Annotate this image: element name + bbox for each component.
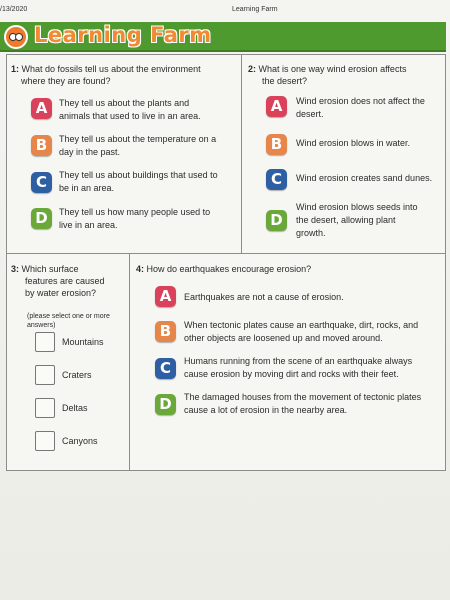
question-3-note bbox=[27, 312, 129, 330]
q4-answer-d-line-2: cause a lot of erosion in the nearby area. bbox=[184, 405, 348, 415]
q2-answer-d-badge[interactable]: D bbox=[266, 210, 287, 231]
checkbox-deltas-label[interactable]: Deltas bbox=[62, 403, 88, 413]
checkbox-craters-label[interactable]: Craters bbox=[62, 370, 92, 380]
q4-answer-b-badge[interactable]: B bbox=[155, 321, 176, 342]
q4-answer-c[interactable] bbox=[184, 355, 442, 381]
question-3-prompt bbox=[11, 263, 129, 299]
q1-answer-d-badge[interactable]: D bbox=[31, 208, 52, 229]
q4-answer-b-line-1: When tectonic plates cause an earthquake, dirt, rocks, and bbox=[184, 320, 419, 330]
q2-answer-c-badge[interactable]: C bbox=[266, 169, 287, 190]
learning-farm-banner bbox=[0, 22, 446, 52]
print-title: Learning Farm bbox=[232, 6, 278, 13]
q4-answer-c-line-2: cause erosion by moving dirt and rocks with their feet. bbox=[184, 369, 399, 379]
q4-answer-d[interactable] bbox=[184, 391, 442, 417]
checkbox-canyons[interactable] bbox=[35, 431, 55, 451]
question-2-number: 2: bbox=[248, 64, 257, 74]
q2-answer-d[interactable] bbox=[296, 201, 444, 240]
question-2-prompt bbox=[248, 63, 443, 87]
q2-answer-b-line-1: Wind erosion blows in water. bbox=[296, 138, 411, 148]
question-1-text-line-1: What do fossils tell us about the environment bbox=[21, 64, 201, 74]
checkbox-canyons-label[interactable]: Canyons bbox=[62, 436, 98, 446]
question-3-note-line-1: (please select one or more bbox=[27, 313, 110, 320]
q2-answer-d-line-2: the desert, allowing plant bbox=[296, 215, 396, 225]
question-1-text-line-2: where they are found? bbox=[21, 76, 111, 86]
checkbox-craters[interactable] bbox=[35, 365, 55, 385]
q2-answer-c-line-1: Wind erosion creates sand dunes. bbox=[296, 173, 433, 183]
question-2-box bbox=[241, 54, 446, 254]
q4-answer-d-badge[interactable]: D bbox=[155, 394, 176, 415]
question-3-number: 3: bbox=[11, 264, 20, 274]
q1-answer-a[interactable] bbox=[59, 97, 239, 123]
q1-answer-a-line-2: animals that used to live in an area. bbox=[59, 111, 201, 121]
q4-answer-c-badge[interactable]: C bbox=[155, 358, 176, 379]
question-2-text-line-1: What is one way wind erosion affects bbox=[258, 64, 407, 74]
q1-answer-d-line-1: They tell us how many people used to bbox=[59, 207, 211, 217]
question-3-text-line-2: features are caused bbox=[25, 276, 105, 286]
q1-answer-d-line-2: live in an area. bbox=[59, 220, 118, 230]
q1-answer-b-badge[interactable]: B bbox=[31, 135, 52, 156]
q1-answer-c[interactable] bbox=[59, 169, 239, 195]
q1-answer-b-line-2: day in the past. bbox=[59, 147, 121, 157]
q2-answer-a-badge[interactable]: A bbox=[266, 96, 287, 117]
q2-answer-a-line-2: desert. bbox=[296, 109, 324, 119]
question-1-prompt bbox=[11, 63, 239, 87]
question-1-number: 1: bbox=[11, 64, 20, 74]
q2-answer-c[interactable] bbox=[296, 172, 444, 185]
q2-answer-d-line-3: growth. bbox=[296, 228, 326, 238]
q1-answer-c-line-2: be in an area. bbox=[59, 183, 115, 193]
q1-answer-c-line-1: They tell us about buildings that used to bbox=[59, 170, 218, 180]
owl-logo-icon bbox=[4, 25, 28, 49]
q4-answer-a-badge[interactable]: A bbox=[155, 286, 176, 307]
q4-answer-d-line-1: The damaged houses from the movement of tectonic plates bbox=[184, 392, 422, 402]
checkbox-mountains[interactable] bbox=[35, 332, 55, 352]
q1-answer-c-badge[interactable]: C bbox=[31, 172, 52, 193]
q4-answer-b[interactable] bbox=[184, 319, 442, 345]
question-3-text-line-3: by water erosion? bbox=[25, 288, 97, 298]
checkbox-deltas[interactable] bbox=[35, 398, 55, 418]
print-header bbox=[0, 6, 450, 20]
q2-answer-d-line-1: Wind erosion blows seeds into bbox=[296, 202, 418, 212]
question-4-text: How do earthquakes encourage erosion? bbox=[146, 264, 312, 274]
print-date: /13/2020 bbox=[0, 6, 28, 13]
q1-answer-a-line-1: They tell us about the plants and bbox=[59, 98, 190, 108]
q2-answer-b-badge[interactable]: B bbox=[266, 134, 287, 155]
question-4-box bbox=[129, 253, 446, 471]
question-3-text-line-1: Which surface bbox=[21, 264, 79, 274]
q4-answer-b-line-2: other objects are loosened up and moved around. bbox=[184, 333, 383, 343]
q1-answer-b[interactable] bbox=[59, 133, 239, 159]
q4-answer-c-line-1: Humans running from the scene of an earthquake always bbox=[184, 356, 413, 366]
q1-answer-d[interactable] bbox=[59, 206, 239, 232]
q4-answer-a[interactable] bbox=[184, 291, 442, 304]
q2-answer-a[interactable] bbox=[296, 95, 444, 121]
question-4-number: 4: bbox=[136, 264, 145, 274]
q2-answer-b[interactable] bbox=[296, 137, 444, 150]
question-3-box bbox=[6, 253, 130, 471]
question-4-prompt bbox=[136, 263, 441, 275]
question-2-text-line-2: the desert? bbox=[262, 76, 308, 86]
q1-answer-a-badge[interactable]: A bbox=[31, 98, 52, 119]
logo-text: Learning Farm bbox=[34, 23, 212, 47]
q2-answer-a-line-1: Wind erosion does not affect the bbox=[296, 96, 425, 106]
q4-answer-a-line-1: Earthquakes are not a cause of erosion. bbox=[184, 292, 344, 302]
checkbox-mountains-label[interactable]: Mountains bbox=[62, 337, 104, 347]
question-1-box bbox=[6, 54, 242, 254]
question-3-note-line-2: answers) bbox=[27, 322, 56, 329]
q1-answer-b-line-1: They tell us about the temperature on a bbox=[59, 134, 217, 144]
